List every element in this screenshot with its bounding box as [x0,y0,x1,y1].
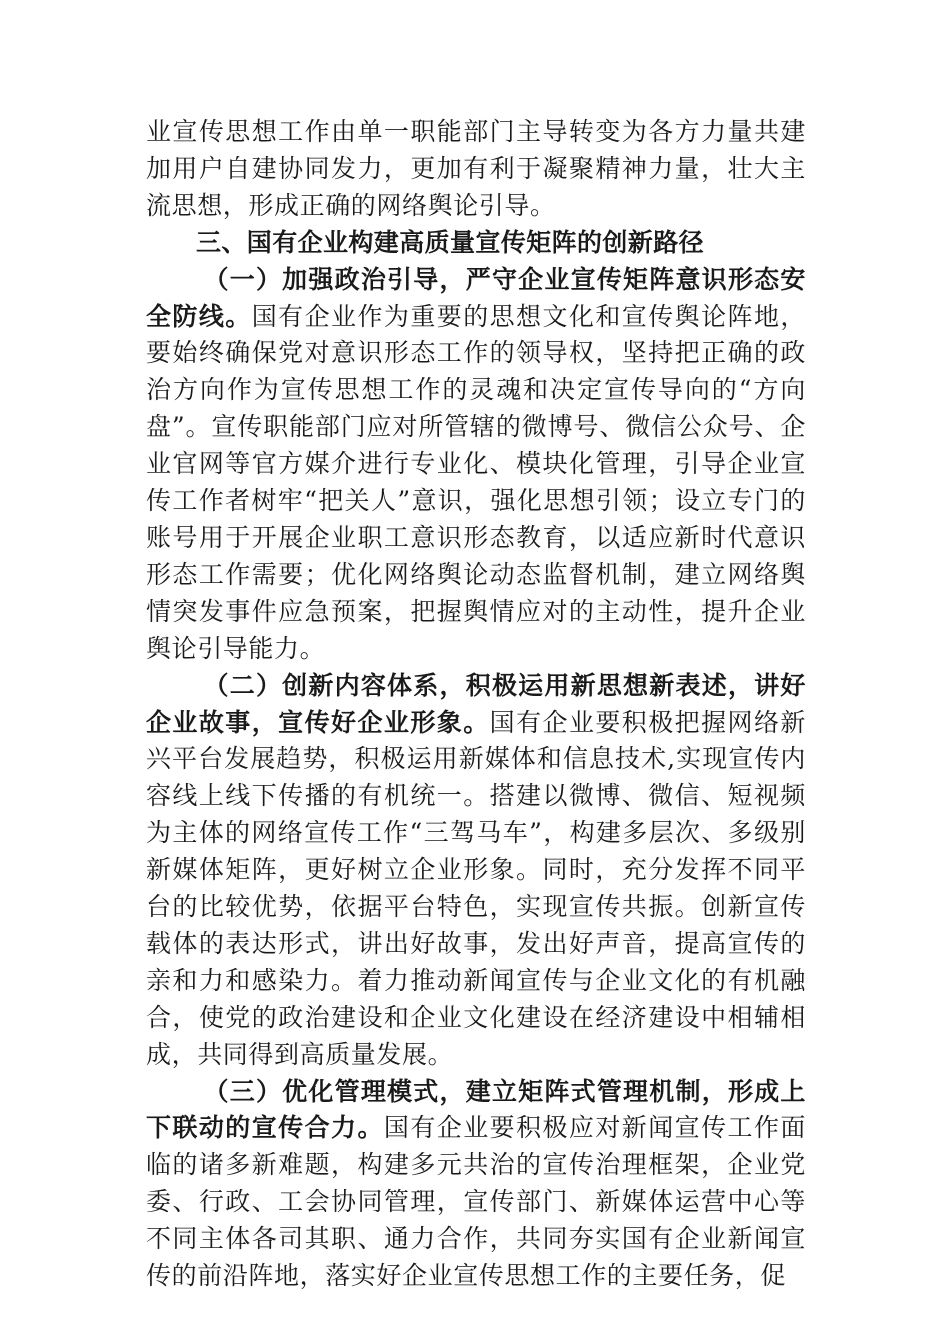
subsection-body-2: 国有企业要积极把握网络新兴平台发展趋势，积极运用新媒体和信息技术,实现宣传内容线上线下传播的有机统一。搭建以微博、微信、短视频为主体的网络宣传工作“三驾马车”，构建多层次、多级别新媒体矩阵，更好树立企业形象。同时，充分发挥不同平台的比较优势，依据平台特色，实现宣传共振。创新宣传载体的表达形式，讲出好故事，发出好声音，提高宣传的亲和力和感染力。着力推动新闻宣传与企业文化的有机融合，使党的政治建设和企业文化建设在经济建设中相辅相成，共同得到高质量发展。 [146,707,807,1069]
intro-paragraph: 业宣传思想工作由单一职能部门主导转变为各方力量共建加用户自建协同发力，更加有利于凝聚精神力量，壮大主流思想，形成正确的网络舆论引导。 [146,117,806,220]
subsection-paragraph-1 [146,262,806,668]
subsection-lead-3: （三）优化管理模式，建立矩阵式管理机制，形成上下联动的宣传合力。 [146,1076,806,1143]
subsection-body-1: 国有企业作为重要的思想文化和宣传舆论阵地，要始终确保党对意识形态工作的领导权，坚持把正确的政治方向作为宣传思想工作的灵魂和决定宣传导向的“方向盘”。宣传职能部门应对所管辖的微博号、微信公众号、企业官网等官方媒介进行专业化、模块化管理，引导企业宣传工作者树牢“把关人”意识，强化思想引领；设立专门的账号用于开展企业职工意识形态教育，以适应新时代意识形态工作需要；优化网络舆论动态监督机制，建立网络舆情突发事件应急预案，把握舆情应对的主动性，提升企业舆论引导能力。 [146,301,806,663]
subsection-lead-1: （一）加强政治引导，严守企业宣传矩阵意识形态安全防线。 [146,264,806,331]
subsection-lead-2: （二）创新内容体系，积极运用新思想新表述，讲好企业故事，宣传好企业形象。 [146,670,806,737]
document-page [146,114,806,1295]
section-heading: 三、国有企业构建高质量宣传矩阵的创新路径 [196,227,705,257]
subsection-paragraph-3 [146,1074,806,1295]
subsection-paragraph-2 [146,668,806,1074]
subsection-body-3: 国有企业要积极应对新闻宣传工作面临的诸多新难题，构建多元共治的宣传治理框架，企业党委、行政、工会协同管理，宣传部门、新媒体运营中心等不同主体各司其职、通力合作，共同夯实国有企业新闻宣传的前沿阵地，落实好企业宣传思想工作的主要任务，促 [146,1113,806,1291]
